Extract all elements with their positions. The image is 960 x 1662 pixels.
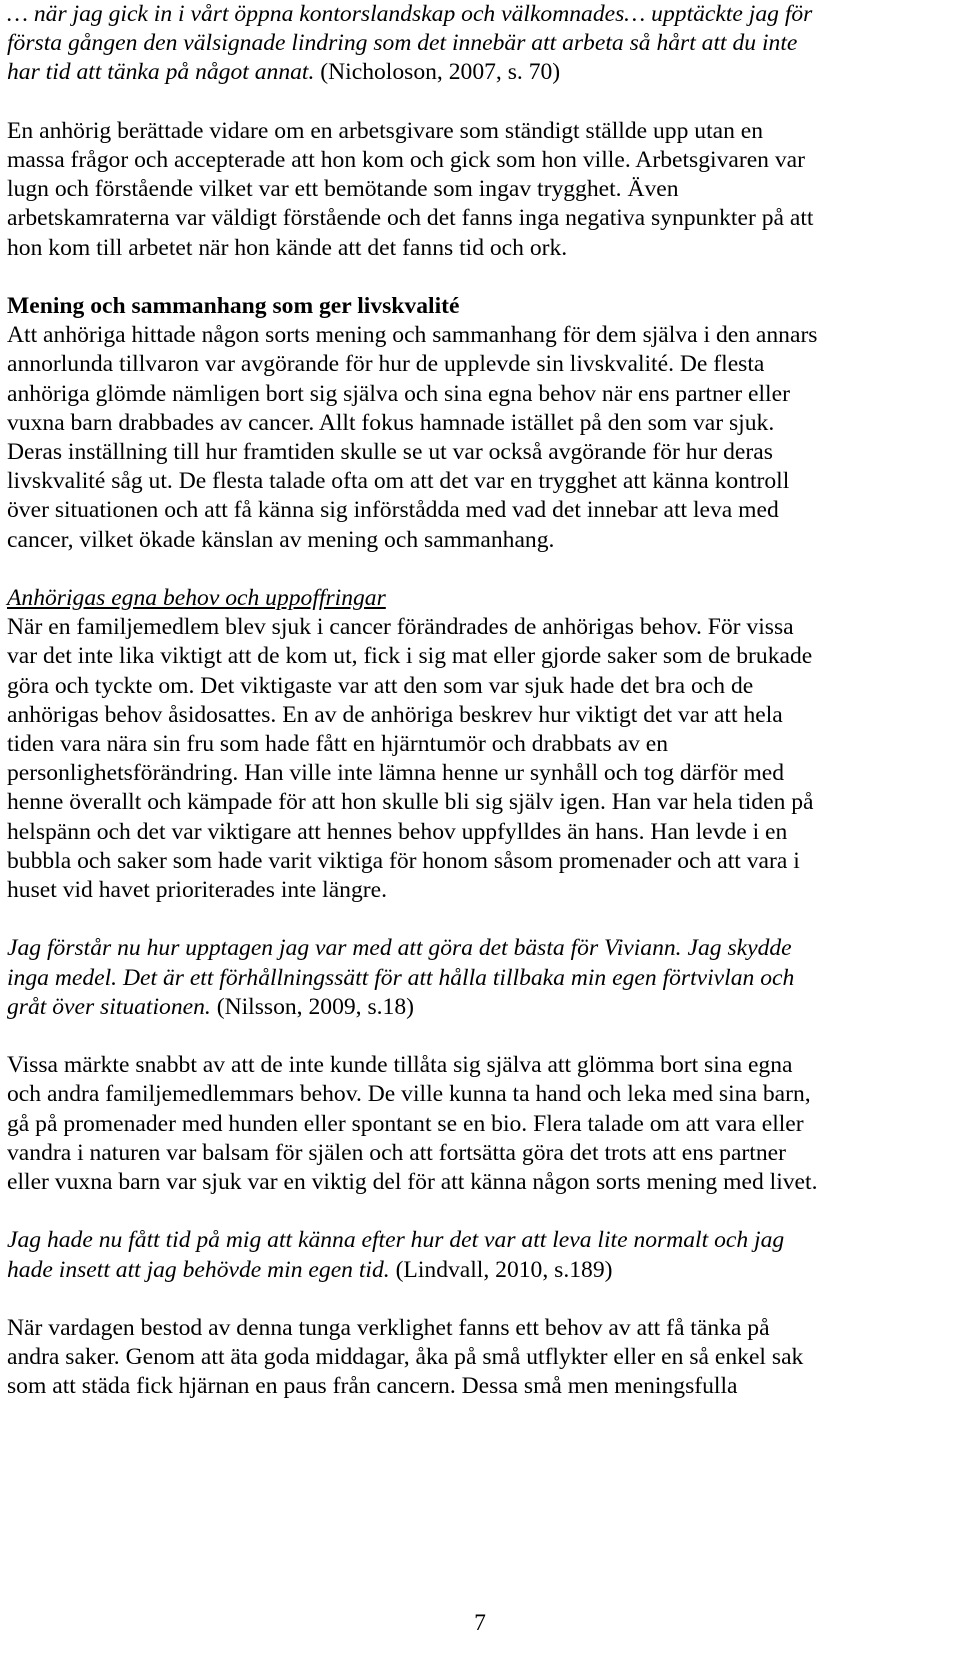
section-needs	[7, 584, 955, 905]
quote-line: inga medel. Det är ett förhållningssätt för att hålla tillbaka min egen förtvivlan och	[7, 964, 795, 991]
quote-citation: (Lindvall, 2010, s.189)	[389, 1256, 613, 1283]
paragraph-line: vandra i naturen var balsam för själen och att fortsätta göra det trots att ens partner	[7, 1139, 786, 1166]
paragraph-line: Vissa märkte snabbt av att de inte kunde tillåta sig själva att glömma bort sina egna	[7, 1052, 793, 1079]
paragraph-line: henne överallt och kämpade för att hon skulle bli sig själv igen. Han var hela tiden på	[7, 789, 814, 816]
paragraph-line: anhörigas behov åsidosattes. En av de anhöriga beskrev hur viktigt det var att hela	[7, 701, 783, 728]
page-number: 7	[474, 1610, 486, 1636]
paragraph-line: vuxna barn drabbades av cancer. Allt fokus hamnade istället på den som var sjuk.	[7, 409, 775, 436]
quote-line: Jag förstår nu hur upptagen jag var med att göra det bästa för Viviann. Jag skydde	[7, 935, 792, 962]
paragraph-line: Att anhöriga hittade någon sorts mening och sammanhang för dem själva i den annars	[7, 322, 818, 349]
quote-line-last	[7, 1256, 955, 1285]
paragraph-line: annorlunda tillvaron var avgörande för hur de upplevde sin livskvalité. De flesta	[7, 351, 765, 378]
paragraph-line: tiden vara nära sin fru som hade fått en hjärntumör och drabbats av en	[7, 731, 669, 758]
quote-text: hade insett att jag behövde min egen tid.	[7, 1256, 390, 1283]
paragraph-line: lugn och förstående vilket var ett bemötande som ingav trygghet. Även	[7, 176, 679, 203]
document-page	[7, 0, 955, 1402]
paragraph-line: livskvalité såg ut. De flesta talade ofta om att det var en trygghet att känna kontroll	[7, 468, 790, 495]
section-heading: Mening och sammanhang som ger livskvalité	[7, 293, 460, 319]
paragraph-line: cancer, vilket ökade känslan av mening och sammanhang.	[7, 526, 555, 553]
quote-line: Jag hade nu fått tid på mig att känna efter hur det var att leva lite normalt och jag	[7, 1227, 785, 1254]
paragraph-line: helspänn och det var viktigare att hennes behov uppfylldes än hans. Han levde i en	[7, 818, 788, 845]
paragraph-line: anhöriga glömde nämligen bort sig själva och sina egna behov när ens partner eller	[7, 380, 790, 407]
quote-line: första gången den välsignade lindring som det innebär att arbeta så hårt att du inte	[7, 30, 798, 57]
paragraph-line: andra saker. Genom att äta goda middagar, åka på små utflykter eller en så enkel sak	[7, 1344, 804, 1371]
paragraph-line: arbetskamraterna var väldigt förstående och det fanns inga negativa synpunkter på att	[7, 205, 814, 232]
quote-text: har tid att tänka på något annat.	[7, 59, 315, 86]
paragraph-line: bubbla och saker som hade varit viktiga för honom såsom promenader och att vara i	[7, 847, 800, 874]
paragraph-line: När en familjemedlem blev sjuk i cancer förändrades de anhörigas behov. För vissa	[7, 614, 794, 641]
paragraph-line: Deras inställning till hur framtiden skulle se ut var också avgörande för hur deras	[7, 439, 773, 466]
paragraph-line: eller vuxna barn var sjuk var en viktig del för att känna någon sorts mening med livet.	[7, 1169, 818, 1196]
paragraph-line: gå på promenader med hunden eller spontant se en bio. Flera talade om att vara eller	[7, 1110, 804, 1137]
paragraph-line: hon kom till arbetet när hon kände att det fanns tid och ork.	[7, 234, 568, 261]
paragraph-line: som att städa fick hjärnan en paus från cancern. Dessa små men meningsfulla	[7, 1373, 738, 1400]
quote-line: … när jag gick in i vårt öppna kontorslandskap och välkomnades… upptäckte jag för	[7, 1, 813, 27]
paragraph-line: En anhörig berättade vidare om en arbetsgivare som ständigt ställde upp utan en	[7, 117, 764, 144]
paragraph-line: När vardagen bestod av denna tunga verklighet fanns ett behov av att få tänka på	[7, 1315, 770, 1342]
quote-text: gråt över situationen.	[7, 993, 211, 1020]
section-meaning	[7, 292, 955, 555]
quote-nicholoson	[7, 0, 955, 88]
paragraph-line: göra och tyckte om. Det viktigaste var att den som var sjuk hade det bra och de	[7, 672, 754, 699]
quote-line-last	[7, 58, 955, 87]
paragraph-line: över situationen och att få känna sig införstådda med vad det innebar att leva med	[7, 497, 779, 524]
paragraph-line: huset vid havet prioriterades inte längre.	[7, 877, 387, 904]
section-heading: Anhörigas egna behov och uppoffringar	[7, 585, 386, 612]
quote-line-last	[7, 993, 955, 1022]
quote-lindvall	[7, 1226, 955, 1284]
paragraph-employer	[7, 117, 955, 263]
paragraph-line: personlighetsförändring. Han ville inte lämna henne ur synhåll och tog därför med	[7, 760, 785, 787]
paragraph-everyday	[7, 1314, 955, 1402]
quote-citation: (Nicholoson, 2007, s. 70)	[314, 59, 561, 86]
quote-citation: (Nilsson, 2009, s.18)	[210, 993, 414, 1020]
paragraph-own-needs	[7, 1051, 955, 1197]
paragraph-line: var det inte lika viktigt att de kom ut, fick i sig mat eller gjorde saker som de brukade	[7, 643, 813, 670]
paragraph-line: och andra familjemedlemmars behov. De ville kunna ta hand och leka med sina barn,	[7, 1081, 811, 1108]
paragraph-line: massa frågor och accepterade att hon kom och gick som hon ville. Arbetsgivaren var	[7, 147, 805, 173]
quote-nilsson	[7, 934, 955, 1022]
